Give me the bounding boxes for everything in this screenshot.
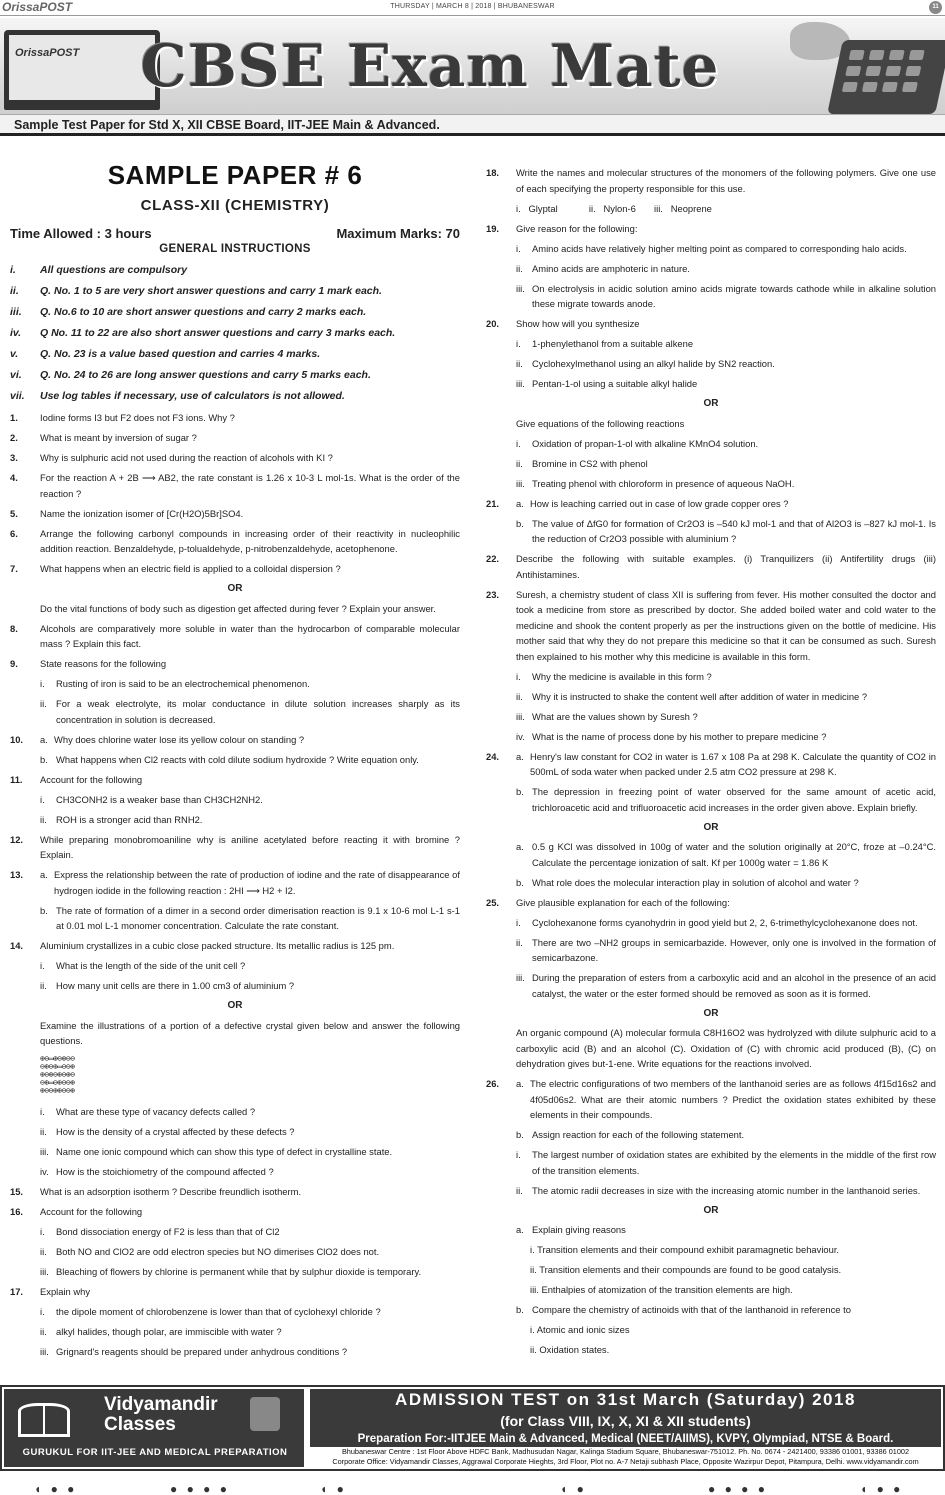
question-17: 17. Explain why <box>10 1285 91 1297</box>
question-20-i: i. 1-phenylethanol from a suitable alkene <box>516 338 694 349</box>
admission-headline: ADMISSION TEST on 31st March (Saturday) 2018 <box>310 1389 941 1411</box>
question-13-b: b. The rate of formation of a dimer in a second order dimerisation reaction is 9.1 x 10-6 mol L-1 s-1 at 0.01 mol L-1 monomer concentration. Calculate the rate constant. <box>40 904 460 931</box>
maximum-marks: Maximum Marks: 70 <box>336 226 460 241</box>
question-7: 7. What happens when an electric field is applied to a colloidal dispersion ? <box>10 563 341 574</box>
question-16-i: i. Bond dissociation energy of F2 is less than that of Cl2 <box>40 1225 280 1237</box>
question-14-alt-ii: ii. How is the density of a crystal affected by these defects ? <box>40 1125 295 1137</box>
registration-dot-icon: ◖ ● <box>560 1482 587 1495</box>
question-19-i: i. Amino acids have relatively higher melting point as compared to corresponding halo acids. <box>516 242 907 254</box>
question-23-ii: ii. Why it is instructed to shake the content well after addition of water in medicine ? <box>516 690 868 702</box>
question-20-alt: Give equations of the following reactions <box>516 417 685 429</box>
instructions-list <box>10 259 460 406</box>
question-26-alt-b-i: i. Atomic and ionic sizes <box>530 1324 630 1335</box>
question-9-ii: ii. For a weak electrolyte, its molar conductance in dilute solution increases sharply as its concentration in solution is decreased. <box>40 698 460 725</box>
admission-info <box>310 1389 941 1467</box>
question-14-i: i. What is the length of the side of the unit cell ? <box>40 960 246 971</box>
subheading-bar <box>0 114 945 136</box>
question-11-i: i. CH3CONH2 is a weaker base than CH3CH2NH2. <box>40 793 263 805</box>
banner <box>0 18 945 114</box>
question-14-alt-iii: iii. Name one ionic compound which can show this type of defect in crystalline state. <box>40 1145 393 1157</box>
question-26: 26. a. The electric configurations of two members of the lanthanoid series are as follows 4f15d16s2 and 4f05d06s2. What are their atomic numbers ? Predict the oxidation states exhibited by these elements in their compounds. <box>486 1078 936 1120</box>
question-2: 2. What is meant by inversion of sugar ? <box>10 432 197 443</box>
question-9: 9. State reasons for the following <box>10 658 167 669</box>
question-26-alt-a-i: i. Transition elements and their compound exhibit paramagnetic behaviour. <box>530 1244 840 1255</box>
logo-tagline: GURUKUL FOR IIT-JEE AND MEDICAL PREPARATION <box>22 1447 288 1458</box>
question-24-b: b. The depression in freezing point of water observed for the same amount of acetic acid, trichloroacetic acid and trifluoroacetic acid increases in the order given above. Explain briefly. <box>516 786 936 813</box>
statue-icon <box>250 1397 280 1431</box>
question-23-i: i. Why the medicine is available in this form ? <box>516 670 712 682</box>
admission-address: Bhubaneswar Centre : 1st Floor Above HDFC Bank, Madhusudan Nagar, Kalinga Stadium Square, Bhubaneswar-751012. Ph. No. 0674 - 2421400, 93386 01001, 93386 01002 <box>341 1447 910 1456</box>
dateline: THURSDAY | MARCH 8 | 2018 | BHUBANESWAR <box>390 3 555 10</box>
registration-dot-icon: ◖ ● ● <box>34 1482 78 1495</box>
question-7-alt: Do the vital functions of body such as digestion get affected during fever ? Explain your answer. <box>40 602 436 614</box>
registration-dot-icon: ◖ ● <box>320 1482 347 1495</box>
question-14: 14. Aluminium crystallizes in a cubic close packed structure. Its metallic radius is 125 pm. <box>10 940 395 951</box>
question-16-iii: iii. Bleaching of flowers by chlorine is permanent while that by sulphur dioxide is temporary. <box>40 1265 422 1277</box>
instruction-item: ii. Q. No. 1 to 5 are very short answer questions and carry 1 mark each. <box>10 284 382 297</box>
banner-tagline: Sample Test Paper for Std X, XII CBSE Board, IIT-JEE Main & Advanced. <box>14 118 440 132</box>
registration-dot-icon: ● ● ● ● <box>708 1482 768 1495</box>
calculator-icon <box>827 40 945 114</box>
question-3: 3. Why is sulphuric acid not used during the reaction of alcohols with KI ? <box>10 452 333 463</box>
question-11: 11. Account for the following <box>10 773 143 785</box>
question-12: 12. While preparing monobromoaniline why is aniline acetylated before reacting it with bromine ? Explain. <box>10 833 460 860</box>
question-18: 18. Write the names and molecular structures of the monomers of the following polymers. Give one use of each specifying the property responsible for this use. <box>486 167 936 194</box>
question-17-i: i. the dipole moment of chlorobenzene is lower than that of cyclohexyl chloride ? <box>40 1305 381 1317</box>
question-25-iii: iii. During the preparation of esters from a carboxylic acid and an alcohol in the presence of an acid catalyst, the water or the ester formed should be removed as soon as it is formed. <box>516 972 936 999</box>
right-column <box>486 165 936 1362</box>
admission-corporate: Corporate Office: Vidyamandir Classes, Aggrawal Corporate Hieghts, 3rd Floor, Plot no. A-7 Netaji subhash Place, Opposite Wazirpur Depot, Pitampura, Delhi. www.vidyamandir.com <box>332 1457 919 1466</box>
question-19: 19. Give reason for the following: <box>486 222 638 234</box>
advertisement <box>0 1385 945 1471</box>
question-11-ii: ii. ROH is a stronger acid than RNH2. <box>40 813 203 825</box>
instruction-item: iii. Q. No.6 to 10 are short answer questions and carry 2 marks each. <box>10 305 367 318</box>
question-20-ii: ii. Cyclohexylmethanol using an alkyl halide by SN2 reaction. <box>516 358 775 369</box>
registration-dot-icon: ● ● ● ● <box>170 1482 230 1495</box>
question-18-options: i. Glyptal ii. Nylon-6 iii. Neoprene <box>516 202 712 214</box>
question-26-alt-a-ii: ii. Transition elements and their compounds are found to be good catalysis. <box>530 1264 842 1275</box>
question-17-ii: ii. alkyl halides, though polar, are immiscible with water ? <box>40 1325 282 1337</box>
question-10: 10. a. Why does chlorine water lose its yellow colour on standing ? <box>10 733 305 745</box>
admission-preparation: Preparation For:-IITJEE Main & Advanced, Medical (NEET/AIIMS), KVPY, Olympiad, NTSE & Board. <box>310 1431 941 1447</box>
question-6: 6. Arrange the following carbonyl compounds in increasing order of their reactivity in nucleophilic addition reaction. Benzaldehyde, p-tolualdehyde, p-nitrobenzaldehyde, acetophenone. <box>10 527 460 554</box>
instruction-item: iv. Q No. 11 to 22 are also short answer questions and carry 3 marks each. <box>10 326 396 339</box>
question-20-alt-ii: ii. Bromine in CS2 with phenol <box>516 457 648 469</box>
book-icon <box>18 1403 70 1437</box>
admission-classes: (for Class VIII, IX, X, XI & XII students) <box>310 1411 941 1431</box>
question-25: 25. Give plausible explanation for each of the following: <box>486 896 730 908</box>
logo-text: Vidyamandir Classes <box>104 1394 218 1435</box>
or-separator: OR <box>703 1007 719 1019</box>
question-26-alt-a-iii: iii. Enthalpies of atomization of the transition elements are high. <box>530 1284 793 1295</box>
question-1: 1. Iodine forms I3 but F2 does not F3 ions. Why ? <box>10 412 235 423</box>
question-23-iv: iv. What is the name of process done by his mother to prepare medicine ? <box>516 730 827 742</box>
paper-subtitle: CLASS-XII (CHEMISTRY) <box>140 197 330 214</box>
registration-marks <box>0 1480 945 1495</box>
question-20-iii: iii. Pentan-1-ol using a suitable alkyl halide <box>516 378 698 389</box>
banner-title: CBSE Exam Mate <box>140 32 720 100</box>
question-25-ii: ii. There are two –NH2 groups in semicarbazide. However, only one is involved in the formation of semicarbazone. <box>516 936 936 963</box>
time-allowed: Time Allowed : 3 hours <box>10 226 152 241</box>
question-4: 4. For the reaction A + 2B ⟶ AB2, the rate constant is 1.26 x 10-3 L mol-1s. What is the order of the reaction ? <box>10 472 460 499</box>
question-21-b: b. The value of ΔfG0 for formation of Cr2O3 is –540 kJ mol-1 and that of Al2O3 is –827 kJ mol-1. Is the reduction of Cr2O3 possible with aluminium ? <box>516 517 936 544</box>
question-5: 5. Name the ionization isomer of [Cr(H2O)5Br]SO4. <box>10 507 244 519</box>
laptop-brand: OrissaPOST <box>15 47 80 59</box>
question-20-alt-iii: iii. Treating phenol with chloroform in presence of aqueous NaOH. <box>516 477 795 489</box>
question-25-alt: An organic compound (A) molecular formula C8H16O2 was hydrolyzed with dilute sulphuric acid to a carboxylic acid (B) and an alcohol (C). Oxidation of (C) with chromic acid produced (B), (C) on dehydration gives but-1-ene. Write equations for the reactions involved. <box>516 1027 936 1069</box>
question-10-b: b. What happens when Cl2 reacts with cold dilute sodium hydroxide ? Write equation only. <box>40 753 419 765</box>
question-26-b-i: i. The largest number of oxidation states are exhibited by the elements in the middle of the first row of the transition elements. <box>516 1149 936 1176</box>
question-14-alt-iv: iv. How is the stoichiometry of the compound affected ? <box>40 1165 274 1177</box>
left-column <box>10 160 460 1364</box>
instruction-item: i. All questions are compulsory <box>10 263 188 276</box>
registration-dot-icon: ◖ ● ● <box>860 1482 904 1495</box>
paper-title: SAMPLE PAPER # 6 <box>107 160 363 190</box>
question-24-alt-b: b. What role does the molecular interaction play in solution of alcohol and water ? <box>516 876 859 888</box>
question-19-iii: iii. On electrolysis in acidic solution amino acids migrate towards cathode while in alkaline solution these migrate towards anode. <box>516 282 936 309</box>
question-9-i: i. Rusting of iron is said to be an electrochemical phenomenon. <box>40 678 310 689</box>
question-25-i: i. Cyclohexanone forms cyanohydrin in good yield but 2, 2, 6-trimethylcyclohexanone does not. <box>516 916 918 928</box>
crystal-defect-diagram: ⊕⊖▭⊕⊖⊕⊖⊖ ⊖⊕⊖⊕▭⊖⊖⊕ ⊕⊖⊕⊖⊕⊖⊕⊖ ⊖⊕▭⊖⊕⊖⊖⊕ ⊕⊖⊖⊕⊕⊖⊖⊕ <box>40 1053 75 1096</box>
question-20-alt-i: i. Oxidation of propan-1-ol with alkaline KMnO4 solution. <box>516 437 759 449</box>
question-22: 22. Describe the following with suitable examples. (i) Tranquilizers (ii) Antifertility drugs (iii) Antihistamines. <box>486 553 936 580</box>
question-14-alt: Examine the illustrations of a portion of a defective crystal given below and answer the following questions. <box>40 1019 460 1046</box>
question-20: 20. Show how will you synthesize <box>486 318 640 329</box>
time-marks-row <box>10 226 460 241</box>
question-26-alt-b-ii: ii. Oxidation states. <box>530 1344 610 1355</box>
question-17-iii: iii. Grignard's reagents should be prepared under anhydrous conditions ? <box>40 1345 348 1357</box>
question-13: 13. a. Express the relationship between the rate of production of iodine and the rate of disappearance of hydrogen iodide in the following reaction : 2HI ⟶ H2 + I2. <box>10 869 460 896</box>
or-separator: OR <box>703 398 719 409</box>
question-15: 15. What is an adsorption isotherm ? Describe freundlich isotherm. <box>10 1185 302 1197</box>
instruction-item: vii. Use log tables if necessary, use of calculators is not allowed. <box>10 389 345 402</box>
question-26-b: b. Assign reaction for each of the following statement. <box>516 1129 745 1140</box>
question-19-ii: ii. Amino acids are amphoteric in nature. <box>516 262 690 274</box>
question-14-ii: ii. How many unit cells are there in 1.00 cm3 of aluminium ? <box>40 980 295 991</box>
or-separator: OR <box>703 821 719 833</box>
question-16-ii: ii. Both NO and ClO2 are odd electron species but NO dimerises ClO2 does not. <box>40 1245 380 1257</box>
question-21: 21. a. How is leaching carried out in case of low grade copper ores ? <box>486 497 789 509</box>
or-separator: OR <box>227 1000 243 1011</box>
instruction-item: vi. Q. No. 24 to 26 are long answer questions and carry 5 marks each. <box>10 368 371 381</box>
question-26-b-ii: ii. The atomic radii decreases in size with the increasing atomic number in the lanthanoid series. <box>516 1184 921 1196</box>
newspaper-brand: OrissaPOST <box>2 0 73 14</box>
question-24-alt-a: a. 0.5 g KCl was dissolved in 100g of water and the solution originally at 20°C, froze at –0.24°C. Calculate the percentage ionization of salt. Kf per 1000g water = 1.86 K <box>516 841 936 868</box>
question-26-alt-a: a. Explain giving reasons <box>516 1224 626 1235</box>
instruction-item: v. Q. No. 23 is a value based question and carries 4 marks. <box>10 347 321 360</box>
question-8: 8. Alcohols are comparatively more soluble in water than the hydrocarbon of comparable molecular mass ? Explain this fact. <box>10 622 460 649</box>
vidyamandir-logo-box <box>4 1389 304 1467</box>
question-23-iii: iii. What are the values shown by Suresh ? <box>516 710 698 722</box>
question-23: 23. Suresh, a chemistry student of class XII is suffering from fever. His mother consulted the doctor and took a medicine from store as prescribed by doctor. She added boiled water and cold water to the medicine and shook the content properly as per the instructions given on the bottle of medicine. His mother said that why they do not prepare this medicine so that it can be consumed as such. Suresh then explained to his mother why this medicine is available in this form. <box>486 588 936 662</box>
question-16: 16. Account for the following <box>10 1205 143 1217</box>
question-26-alt-b: b. Compare the chemistry of actinoids with that of the lanthanoid in reference to <box>516 1304 851 1315</box>
instructions-heading: GENERAL INSTRUCTIONS <box>159 243 311 255</box>
question-14-alt-i: i. What are these type of vacancy defects called ? <box>40 1105 256 1117</box>
page-number: 11 <box>929 1 942 14</box>
or-separator: OR <box>227 583 243 594</box>
question-24: 24. a. Henry's law constant for CO2 in water is 1.67 x 108 Pa at 298 K. Calculate the quantity of CO2 in 500mL of soda water when packed under 2.5 atm CO2 pressure at 298 K. <box>486 750 936 777</box>
or-separator: OR <box>703 1204 719 1216</box>
top-bar <box>0 0 945 16</box>
